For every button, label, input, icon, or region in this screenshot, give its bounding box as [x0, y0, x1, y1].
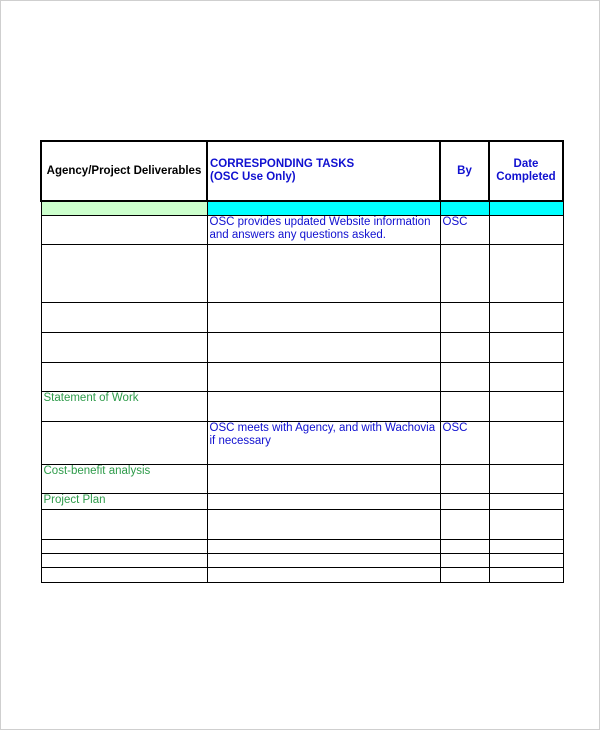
deliverable-cell: [41, 216, 207, 245]
band-cell-cyan: [440, 201, 489, 216]
table-row: [41, 510, 563, 540]
color-band-row: [41, 201, 563, 216]
header-deliverables: Agency/Project Deliverables: [41, 141, 207, 201]
task-cell: [207, 554, 440, 568]
table-row: [41, 540, 563, 554]
date-cell: [489, 494, 563, 510]
header-date-line1: Date: [513, 158, 539, 170]
header-by: By: [440, 141, 489, 201]
by-cell: [440, 363, 489, 392]
deliverable-cell: [41, 554, 207, 568]
deliverable-cell: [41, 245, 207, 303]
date-cell: [489, 568, 563, 583]
table-row: [41, 422, 563, 465]
band-cell-cyan: [207, 201, 440, 216]
deliverable-cell: [41, 333, 207, 363]
task-cell: [207, 568, 440, 583]
date-cell: [489, 392, 563, 422]
band-cell-cyan: [489, 201, 563, 216]
deliverable-cell: [41, 363, 207, 392]
date-cell: [489, 245, 563, 303]
table-row: [41, 363, 563, 392]
date-cell: [489, 422, 563, 465]
table-header-row: [41, 141, 563, 201]
task-cell: [207, 494, 440, 510]
table-row: [41, 554, 563, 568]
by-cell: [440, 494, 489, 510]
by-cell: [440, 465, 489, 494]
by-cell: [440, 245, 489, 303]
by-cell: [440, 510, 489, 540]
deliverable-cell: Cost-benefit analysis: [41, 465, 207, 494]
task-cell: OSC meets with Agency, and with Wachovia if necessary: [207, 422, 440, 465]
table-row: [41, 303, 563, 333]
deliverable-cell: [41, 510, 207, 540]
by-cell: OSC: [440, 216, 489, 245]
by-cell: [440, 392, 489, 422]
header-date-line2: Completed: [496, 171, 556, 183]
task-cell: OSC provides updated Website information and answers any questions asked.: [207, 216, 440, 245]
deliverable-cell: [41, 540, 207, 554]
by-cell: [440, 333, 489, 363]
table-row: [41, 333, 563, 363]
header-corresponding-tasks: [207, 141, 440, 201]
date-cell: [489, 554, 563, 568]
deliverable-cell: [41, 422, 207, 465]
deliverables-table: [40, 140, 564, 583]
date-cell: [489, 465, 563, 494]
header-date-completed: [489, 141, 563, 201]
header-tasks-line2: (OSC Use Only): [210, 171, 296, 183]
table-row: [41, 216, 563, 245]
table-row: [41, 494, 563, 510]
deliverable-cell: Project Plan: [41, 494, 207, 510]
by-cell: [440, 540, 489, 554]
by-cell: OSC: [440, 422, 489, 465]
task-cell: [207, 392, 440, 422]
table-row: [41, 568, 563, 583]
date-cell: [489, 510, 563, 540]
date-cell: [489, 216, 563, 245]
task-cell: [207, 245, 440, 303]
table-row: [41, 465, 563, 494]
deliverable-cell: [41, 568, 207, 583]
date-cell: [489, 333, 563, 363]
date-cell: [489, 303, 563, 333]
task-cell: [207, 363, 440, 392]
table-row: [41, 392, 563, 422]
by-cell: [440, 554, 489, 568]
deliverable-cell: Statement of Work: [41, 392, 207, 422]
task-cell: [207, 465, 440, 494]
table-row: [41, 245, 563, 303]
by-cell: [440, 303, 489, 333]
deliverable-cell: [41, 303, 207, 333]
date-cell: [489, 363, 563, 392]
by-cell: [440, 568, 489, 583]
band-cell-green: [41, 201, 207, 216]
date-cell: [489, 540, 563, 554]
task-cell: [207, 540, 440, 554]
task-cell: [207, 333, 440, 363]
task-cell: [207, 510, 440, 540]
task-cell: [207, 303, 440, 333]
header-tasks-line1: CORRESPONDING TASKS: [210, 158, 355, 170]
